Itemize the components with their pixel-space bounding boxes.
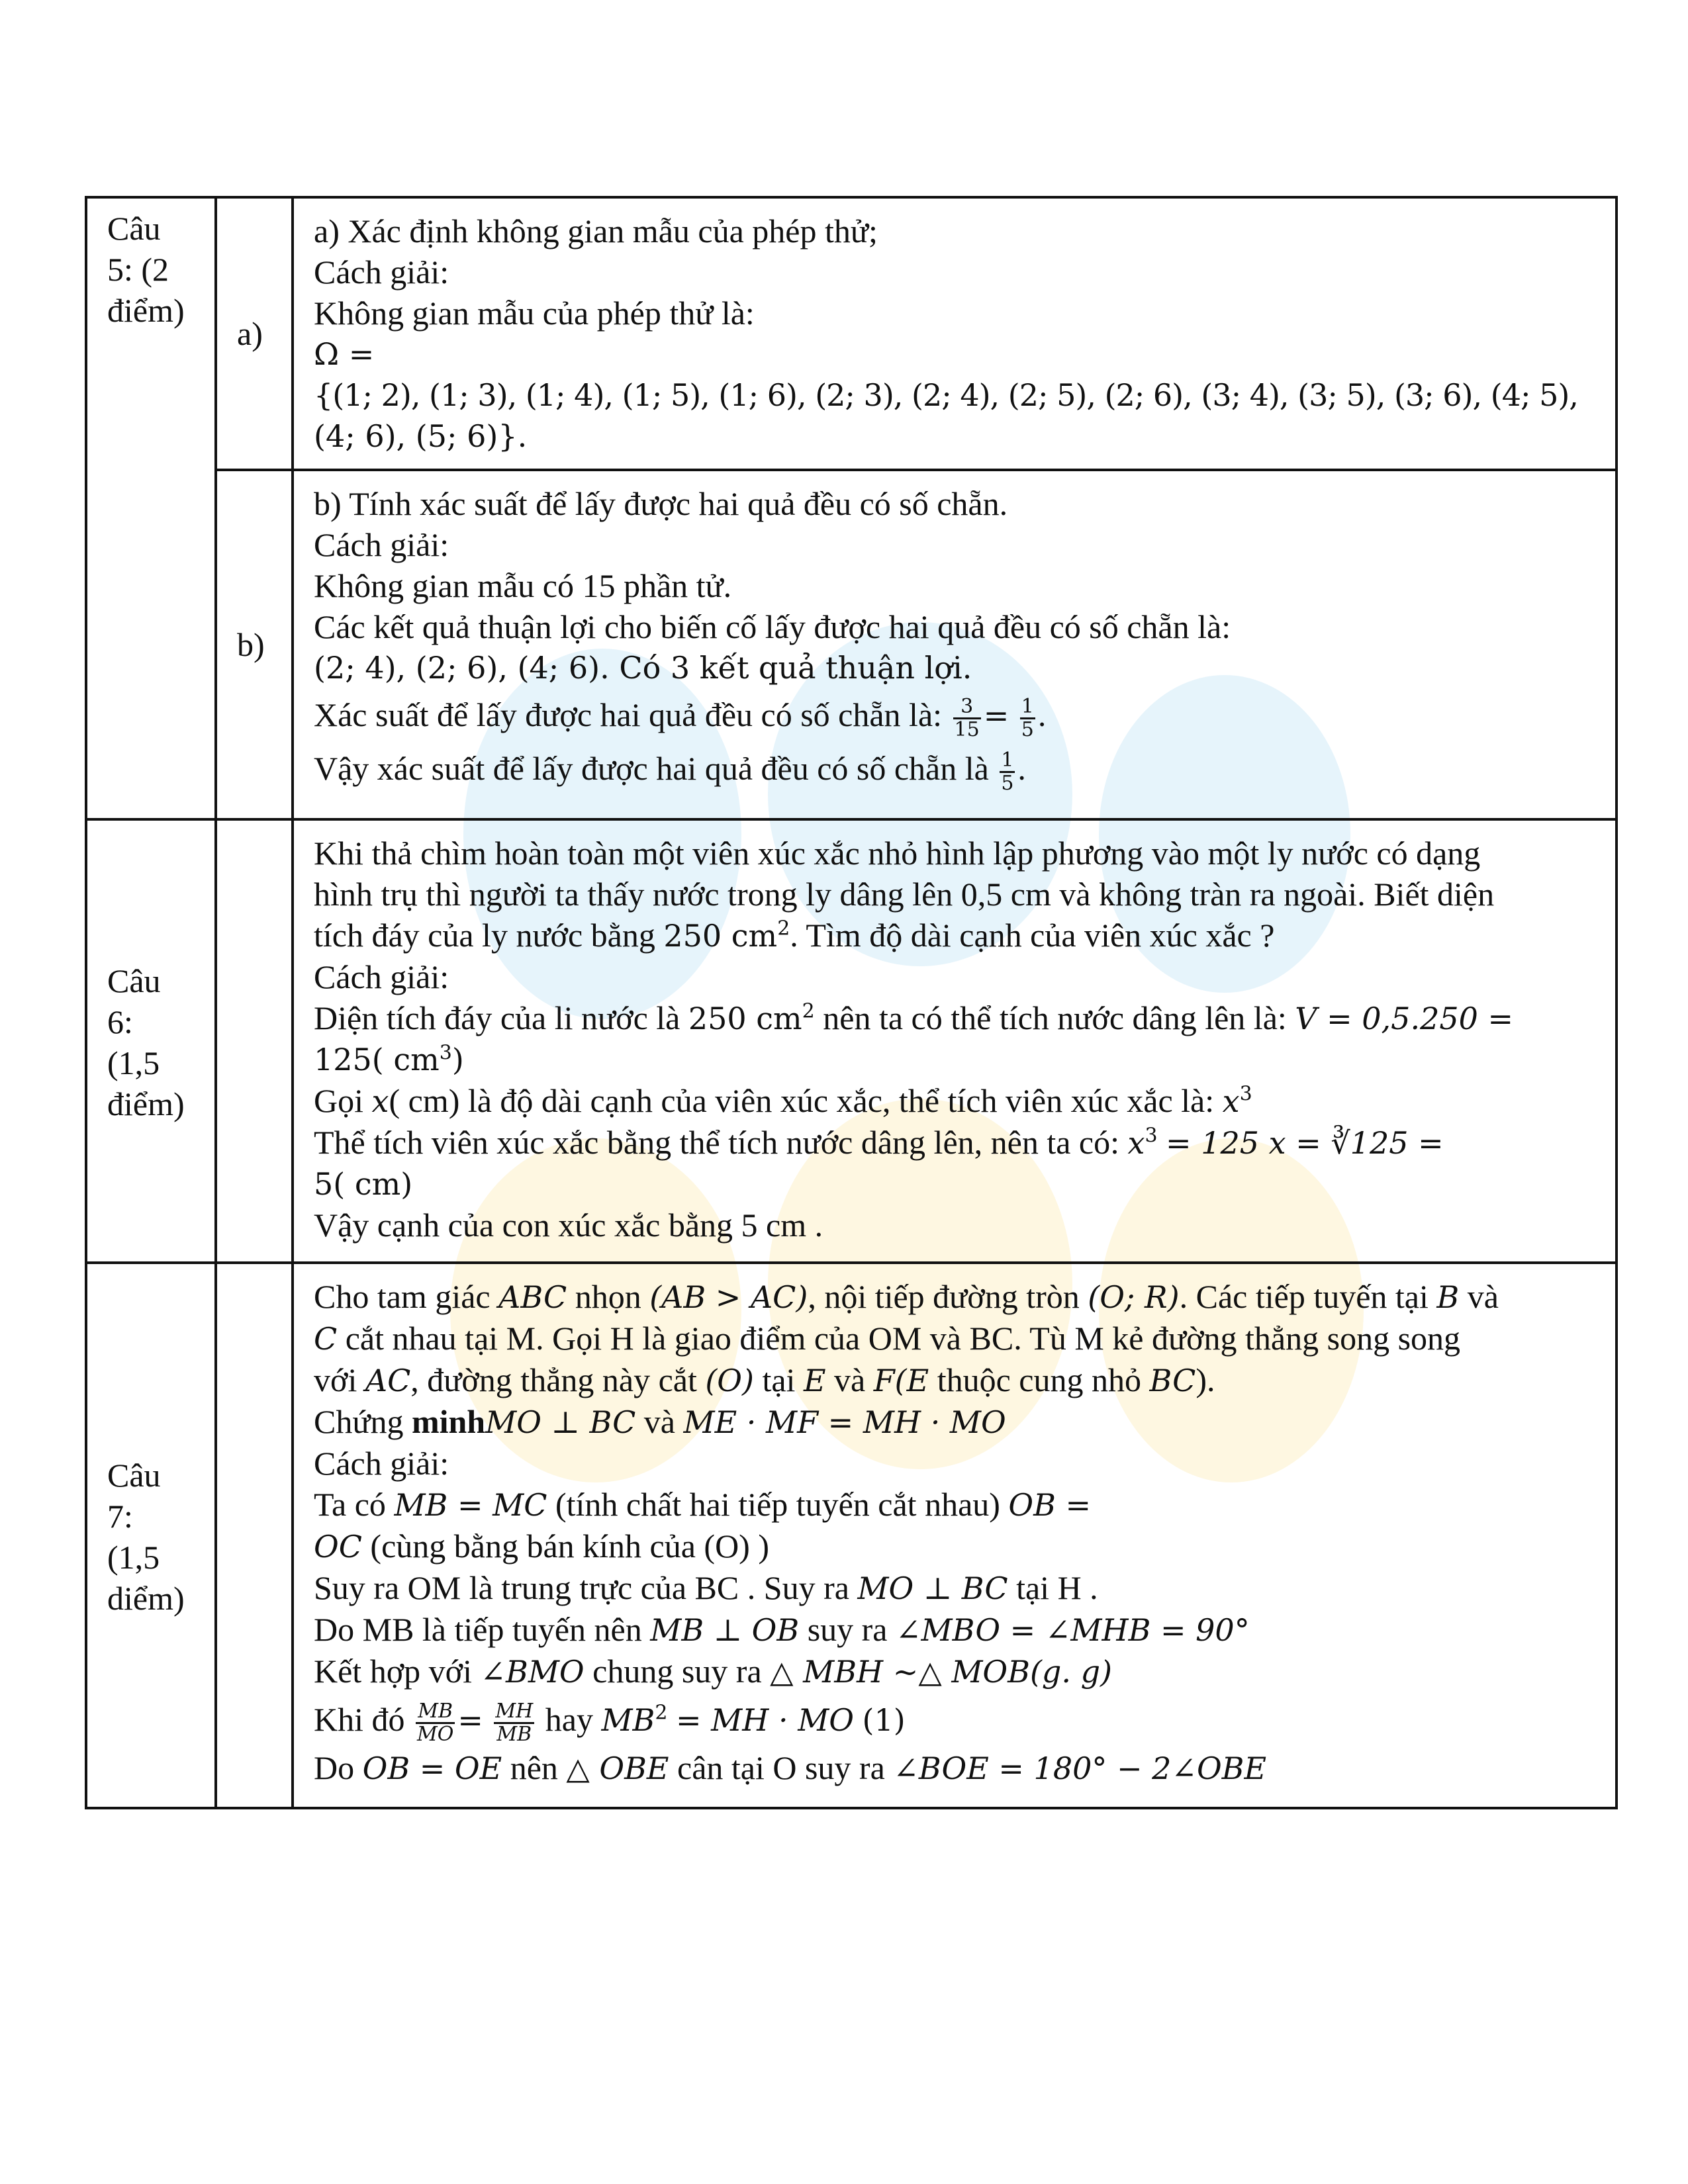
fraction-mh-mb: $\frac{MH}{MB}$ bbox=[495, 1700, 534, 1747]
fraction-mb-mo: $\frac{MB}{MO}$ bbox=[417, 1700, 454, 1747]
fraction-1-5: $\frac{1}{5}$ bbox=[1021, 695, 1034, 742]
q5a-content: a) Xác định không gian mẫu của phép thử; Cách giải: Không gian mẫu của phép thử là: Ω = {(1; 2), (1; 3), (1; 4), (1; 5), (1; 6), (2; 3), (2; 4), (2; 5), (2; 6), (3; 4), (3; 5), (3; 6), (4; 5), (4; 6), (5; 6)}. bbox=[293, 197, 1617, 470]
q6-content: Khi thả chìm hoàn toàn một viên xúc xắc nhỏ hình lập phương vào một ly nước có dạng hình trụ thì người ta thấy nước trong ly dâng lên 0,5 cm và không tràn ra ngoài. Biết diện tích đáy của ly nước bằng 250 $cm^2$. Tìm độ dài cạnh của viên xúc xắc ? Cách giải: Diện tích đáy của li nước là 250 $cm^2$ nên ta có thể tích nước dâng lên là: V = 0,5.250 = 125( $cm^3$) Gọi x( cm) là độ dài cạnh của viên xúc xắc, thể tích viên xúc xắc là: $x^3$ Thể tích viên xúc xắc bằng thể tích nước dâng lên, nên ta có: $x^3 = 125$ x = ∛125 = 5( cm) Vậy cạnh của con xúc xắc bằng 5 cm . bbox=[293, 819, 1617, 1263]
q7-sub-empty bbox=[216, 1263, 293, 1808]
fraction-1-5-b: $\frac{1}{5}$ bbox=[1001, 749, 1014, 796]
q5-row-a bbox=[86, 197, 1617, 470]
q6-label: Câu 6: (1,5 điểm) bbox=[86, 819, 216, 1263]
q6-row bbox=[86, 819, 1617, 1263]
q7-content: Cho tam giác ABC nhọn (AB > AC), nội tiếp đường tròn (O; R). Các tiếp tuyến tại B và C cắt nhau tại M. Gọi H là giao điểm của OM và BC. Tù M kẻ đường thẳng song song với AC, đường thẳng này cắt (O) tại E và F(E thuộc cung nhỏ BC). Chứng minhMO ⊥ BC và ME · MF = MH · MO Cách giải: Ta có MB = MC (tính chất hai tiếp tuyến cắt nhau) OB = OC (cùng bằng bán kính của (O) ) Suy ra OM là trung trực của BC . Suy ra MO ⊥ BC tại H . Do MB là tiếp tuyến nên MB ⊥ OB suy ra ∠MBO = ∠MHB = 90° Kết hợp với ∠BMO chung suy ra △ MBH ~△ MOB(g. g) Khi đó $\frac{MB}{MO}$ = $\frac{MH}{MB}$ hay $MB^2$ = MH · MO (1) Do OB = OE nên △ OBE cân tại O suy ra ∠BOE = 180° − 2∠OBE bbox=[293, 1263, 1617, 1808]
q5b-sub-label: b) bbox=[216, 470, 293, 819]
q7-row bbox=[86, 1263, 1617, 1808]
q5b-conclusion-line: Vậy xác suất để lấy được hai quả đều có số chẵn là $\frac{1}{5}$ . bbox=[314, 749, 1026, 796]
fraction-3-15: $\frac{3}{15}$ bbox=[954, 695, 980, 742]
q6-sub-empty bbox=[216, 819, 293, 1263]
q5-row-b bbox=[86, 470, 1617, 819]
q7-label: Câu 7: (1,5 diểm) bbox=[86, 1263, 216, 1808]
q5b-probability-line: Xác suất để lấy được hai quả đều có số chẵn là: $\frac{3}{15}$ = $\frac{1}{5}$ . bbox=[314, 695, 1047, 742]
q5a-sub-label: a) bbox=[216, 197, 293, 470]
q5b-content: b) Tính xác suất để lấy được hai quả đều có số chẵn. Cách giải: Không gian mẫu có 15 phần tử. Các kết quả thuận lợi cho biến cố lấy được hai quả đều có số chẵn là: (2; 4), (2; 6), (4; 6). Có 3 kết quả thuận lợi. Xác suất để lấy được hai quả đều có số chẵn là: $\frac{3}{15}$ = $\frac{1}{5}$ . Vậy xác suất để lấy được hai quả đều có số chẵn là $\frac{1}{5}$ . bbox=[293, 470, 1617, 819]
answer-table bbox=[85, 196, 1618, 1809]
q5-label: Câu 5: (2 điểm) bbox=[86, 197, 216, 819]
